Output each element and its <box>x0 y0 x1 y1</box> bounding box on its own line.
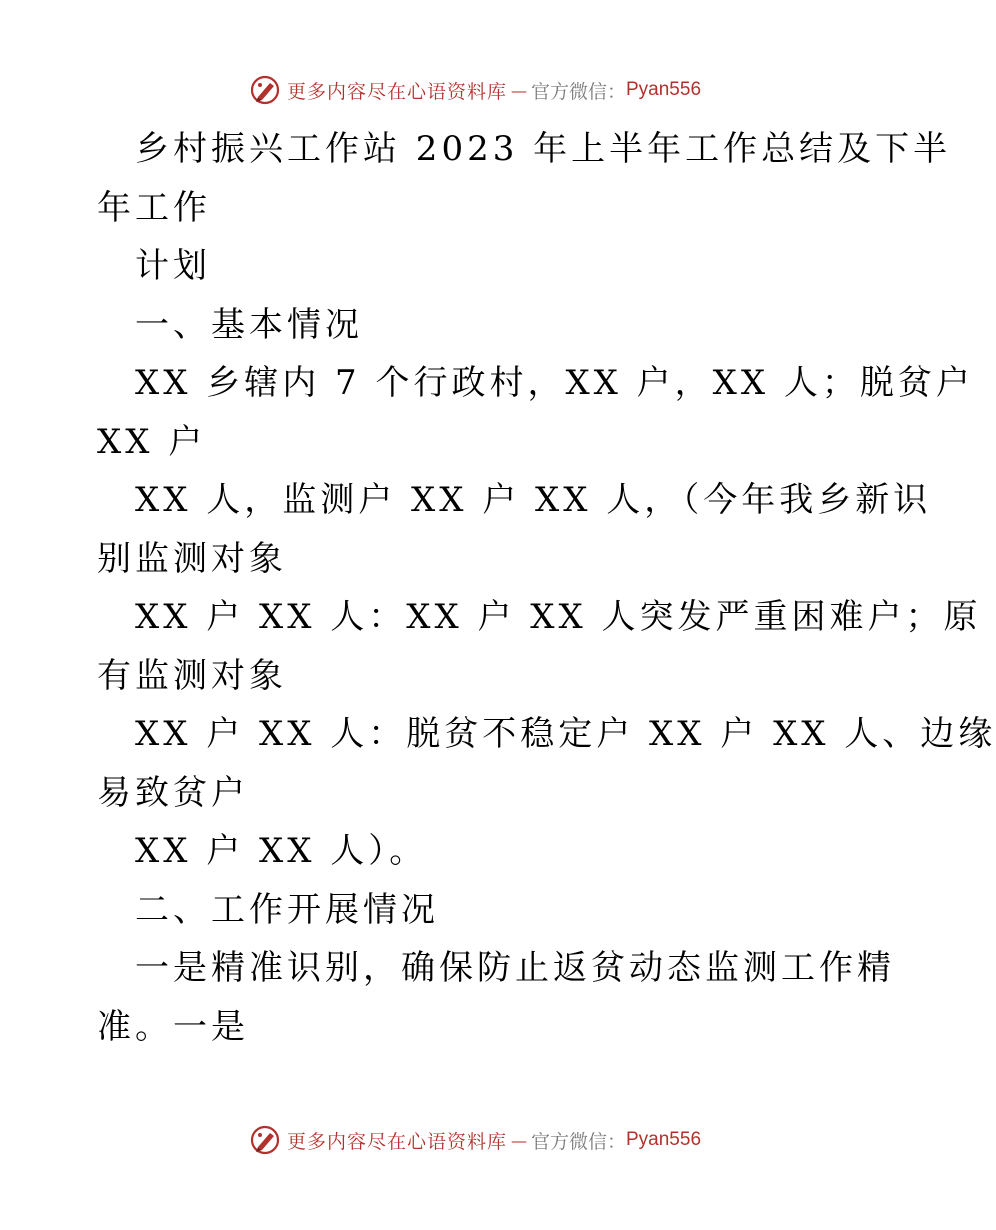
watermark-label: 官方微信： <box>530 1130 626 1153</box>
watermark-label: 官方微信： <box>530 80 626 103</box>
document-line: 别监测对象 <box>97 538 287 579</box>
document-line: 一是精准识别，确保防止返贫动态监测工作精 <box>135 948 895 988</box>
pen-logo-icon <box>249 1124 281 1156</box>
document-line: 乡村振兴工作站 2023 年上半年工作总结及下半 <box>135 129 952 169</box>
document-line: 二、工作开展情况 <box>135 889 439 930</box>
document-line: XX 户 <box>97 421 207 462</box>
document-line: 有监测对象 <box>97 655 287 696</box>
document-line: 计划 <box>135 246 211 286</box>
document-line: 准。一是 <box>97 1006 249 1047</box>
header-watermark <box>0 70 950 110</box>
document-line: 一、基本情况 <box>135 304 363 345</box>
document-line: XX 人，监测户 XX 户 XX 人，（今年我乡新识 <box>135 480 932 520</box>
document-line: XX 户 XX 人：脱贫不稳定户 XX 户 XX 人、边缘 <box>135 714 996 754</box>
document-line: 年工作 <box>97 187 211 228</box>
watermark-dash: — <box>510 80 527 100</box>
watermark-account: Pyan556 <box>626 79 702 100</box>
document-line: XX 乡辖内 7 个行政村，XX 户，XX 人；脱贫户 <box>135 363 974 403</box>
watermark-account: Pyan556 <box>626 1129 702 1150</box>
document-line: XX 户 XX 人：XX 户 XX 人突发严重困难户；原 <box>135 597 982 637</box>
footer-watermark <box>0 1120 950 1160</box>
watermark-brand: 更多内容尽在心语资料库 <box>286 80 507 103</box>
document-line: XX 户 XX 人）。 <box>135 831 428 871</box>
document-body <box>97 120 996 1056</box>
watermark-brand: 更多内容尽在心语资料库 <box>286 1130 507 1153</box>
watermark-dash: — <box>510 1130 527 1150</box>
document-line: 易致贫户 <box>97 772 249 813</box>
pen-logo-icon <box>249 74 281 106</box>
